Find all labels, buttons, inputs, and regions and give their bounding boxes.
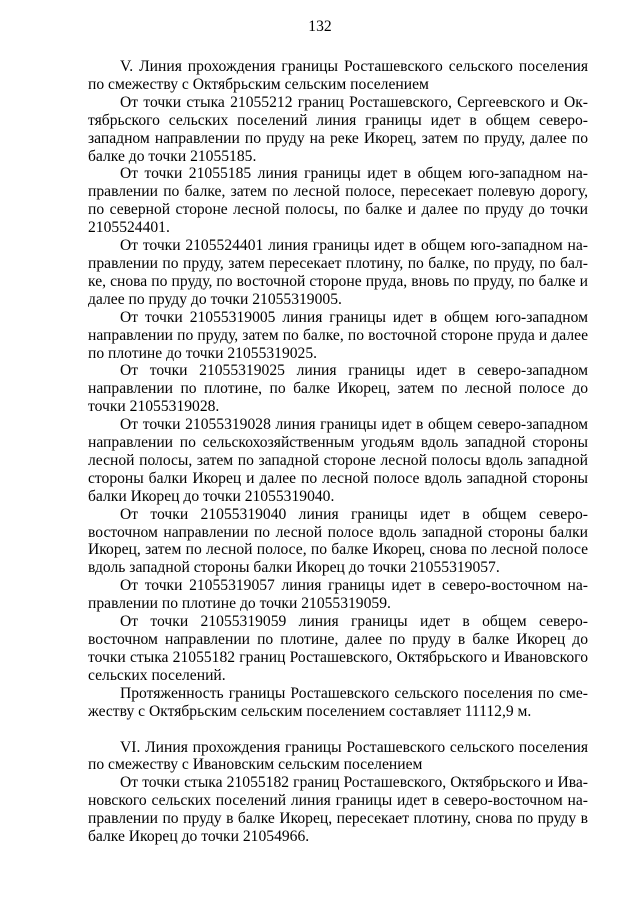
boundary-length-paragraph: Протяженность границы Росташевского сельского поселения по смежеству с Октябрьским сельским поселением составляет 11112,9 м. [88, 684, 588, 720]
section-v [88, 58, 588, 721]
page-number: 132 [308, 18, 332, 35]
paragraph: От точки 21055319057 линия границы идет в северо-восточном направлении по плотине до точки 21055319059. [88, 577, 588, 613]
paragraph: От точки 21055319005 линия границы идет в общем юго-западном направлении по пруду, затем по балке, по восточной стороне пруда и далее по плотине до точки 21055319025. [88, 308, 588, 362]
paragraph: От точки 21055319025 линия границы идет в северо-западном направлении по плотине, по балке Икорец, затем по лесной полосе до точки 21055319028. [88, 362, 588, 416]
section-vi [88, 739, 588, 846]
paragraph: От точки 21055185 линия границы идет в общем юго-западном направлении по балке, затем по лесной полосе, пересекает полевую дорогу, по северной стороне лесной полосы, по балке и далее по пруду до точки 2105524401. [88, 165, 588, 237]
paragraph: От точки 21055319040 линия границы идет в общем северо-восточном направлении по лесной полосе вдоль западной стороны балки Икорец, затем по лесной полосе, по балке Икорец, снова по лесной полосе вдоль западной стороны балки Икорец до точки 21055319057. [88, 505, 588, 577]
paragraph: От точки 2105524401 линия границы идет в общем юго-западном направлении по пруду, затем пересекает плотину, по балке, по пруду, по балке, снова по пруду, по восточной стороне пруда, вновь по пруду, по балке и далее по пруду до точки 21055319005. [88, 237, 588, 308]
paragraph: От точки стыка 21055212 границ Росташевского, Сергеевского и Октябрьского сельских поселений линия границы идет в общем северо-западном направлении по пруду на реке Икорец, затем по пруду, далее по балке до точки 21055185. [88, 93, 588, 165]
paragraph: От точки 21055319028 линия границы идет в общем северо-западном направлении по сельскохозяйственным угодьям вдоль западной стороны лесной полосы, затем по западной стороне лесной полосы вдоль западной стороны балки Икорец и далее по лесной полосе вдоль западной стороны балки Икорец до точки 21055319040. [88, 416, 588, 505]
paragraph: От точки 21055319059 линия границы идет в общем северо-восточном направлении по плотине, далее по пруду в балке Икорец до точки стыка 21055182 границ Росташевского, Октябрьского и Ивановского сельских поселений. [88, 613, 588, 684]
section-heading: V. Линия прохождения границы Росташевского сельского поселения по смежеству с Октябрьским сельским поселением [88, 58, 588, 93]
paragraph: От точки стыка 21055182 границ Росташевского, Октябрьского и Ивановского сельских поселений линия границы идет в северо-восточном направлении по пруду в балке Икорец, пересекает плотину, снова по пруду в балке Икорец до точки 21054966. [88, 774, 588, 846]
section-spacer [88, 721, 588, 739]
section-heading: VI. Линия прохождения границы Росташевского сельского поселения по смежеству с Ивановским сельским поселением [88, 738, 588, 774]
document-body [88, 58, 588, 846]
